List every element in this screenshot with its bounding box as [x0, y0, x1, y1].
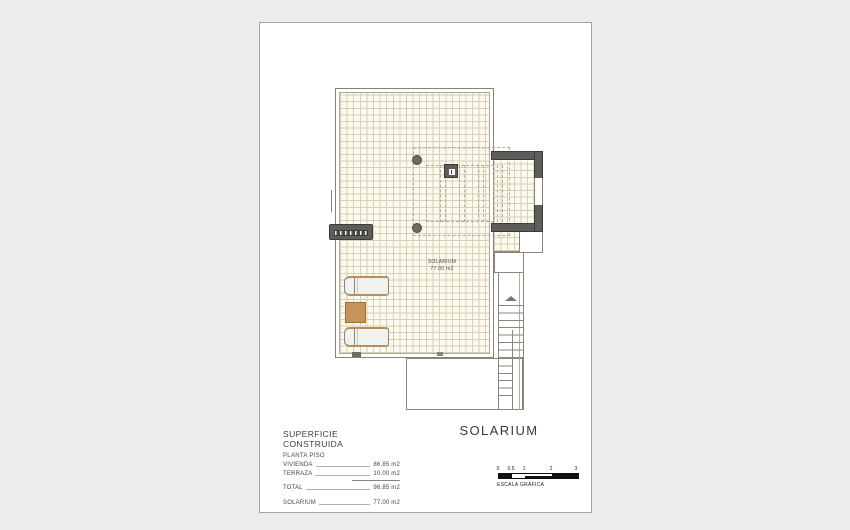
scale-tick: 0.5 [507, 466, 515, 472]
stair-center-line [512, 330, 513, 410]
legend-row-label: TERRAZA [283, 471, 313, 477]
legend-row-value: 96.85 m2 [373, 485, 400, 491]
scale-caption: ESCALA GRÁFICA [497, 482, 545, 488]
pergola-slat-line [502, 165, 503, 222]
legend-row-terraza [283, 471, 400, 477]
scale-tick: 2 [549, 466, 553, 472]
lounger-fold-line [354, 278, 355, 294]
stair-step-line [523, 252, 543, 253]
room-name: SOLARIUM [427, 259, 457, 265]
lounger-fold-line [357, 329, 358, 345]
legend-row-value: 86.85 m2 [373, 462, 400, 468]
scale-segment [499, 474, 512, 478]
pergola-post-top [412, 155, 422, 165]
room-label [412, 259, 472, 273]
pergola-slat-line [497, 165, 498, 222]
pergola-slat-line [459, 165, 460, 222]
stair-step-line [542, 232, 543, 252]
legend-row-total [283, 485, 400, 491]
stair-treads-lower [499, 358, 513, 401]
pergola-slat-line [483, 165, 484, 222]
legend-row-label: SOLARIUM [283, 500, 316, 506]
legend-row-solarium [283, 500, 400, 506]
scale-bar [498, 473, 579, 479]
stair-direction-arrow-icon [505, 296, 517, 301]
scale-tick: 3 [574, 466, 578, 472]
pergola-slat-line [464, 165, 465, 222]
lounger-fold-line [354, 329, 355, 345]
scale-segment [552, 474, 578, 478]
graphic-scale [497, 466, 579, 488]
lounger-fold-line [357, 278, 358, 294]
entrance-wall-right-lower [534, 204, 543, 232]
sun-lounger-top [344, 276, 389, 296]
legend-row-value: 10.00 m2 [373, 471, 400, 477]
chimney-opening [449, 169, 455, 175]
stair-landing [494, 252, 524, 273]
wall-column-mark [437, 352, 443, 356]
pergola-slat-line [440, 165, 441, 222]
legend-row-vivienda [283, 462, 400, 468]
side-table [345, 302, 366, 323]
pergola-post-bottom [412, 223, 422, 233]
left-wall-notch [331, 190, 335, 212]
stair-treads-upper [499, 305, 523, 358]
legend-subtitle: PLANTA PISO [283, 453, 325, 459]
entrance-door-opening [534, 178, 543, 205]
chimney-mark [451, 170, 452, 174]
scale-segment [525, 474, 552, 478]
leader-line [315, 474, 370, 476]
scale-tick: 0 [496, 466, 500, 472]
pergola-slat-line [478, 165, 479, 222]
sun-lounger-bottom [344, 327, 389, 347]
chimney-block [444, 164, 458, 178]
scale-tick-labels [497, 466, 579, 472]
legend-row-label: VIVIENDA [283, 462, 313, 468]
scale-segment [512, 474, 525, 478]
entrance-wall-right-upper [534, 151, 543, 179]
legend-row-label: TOTAL [283, 485, 303, 491]
legend-title: SUPERFICIE CONSTRUIDA [283, 429, 344, 449]
sheet-title: SOLARIUM [459, 423, 539, 438]
leader-line [319, 503, 370, 505]
scale-tick: 1 [522, 466, 526, 472]
leader-line [316, 465, 371, 467]
legend-sum-line [352, 480, 400, 481]
ac-unit [329, 224, 373, 240]
ac-grille-icon [334, 230, 368, 236]
wall-column-mark [352, 352, 361, 357]
legend-row-value: 77.00 m2 [373, 500, 400, 506]
room-area: 77.00 m2 [430, 266, 454, 272]
leader-line [306, 488, 371, 490]
surface-legend [283, 429, 400, 506]
